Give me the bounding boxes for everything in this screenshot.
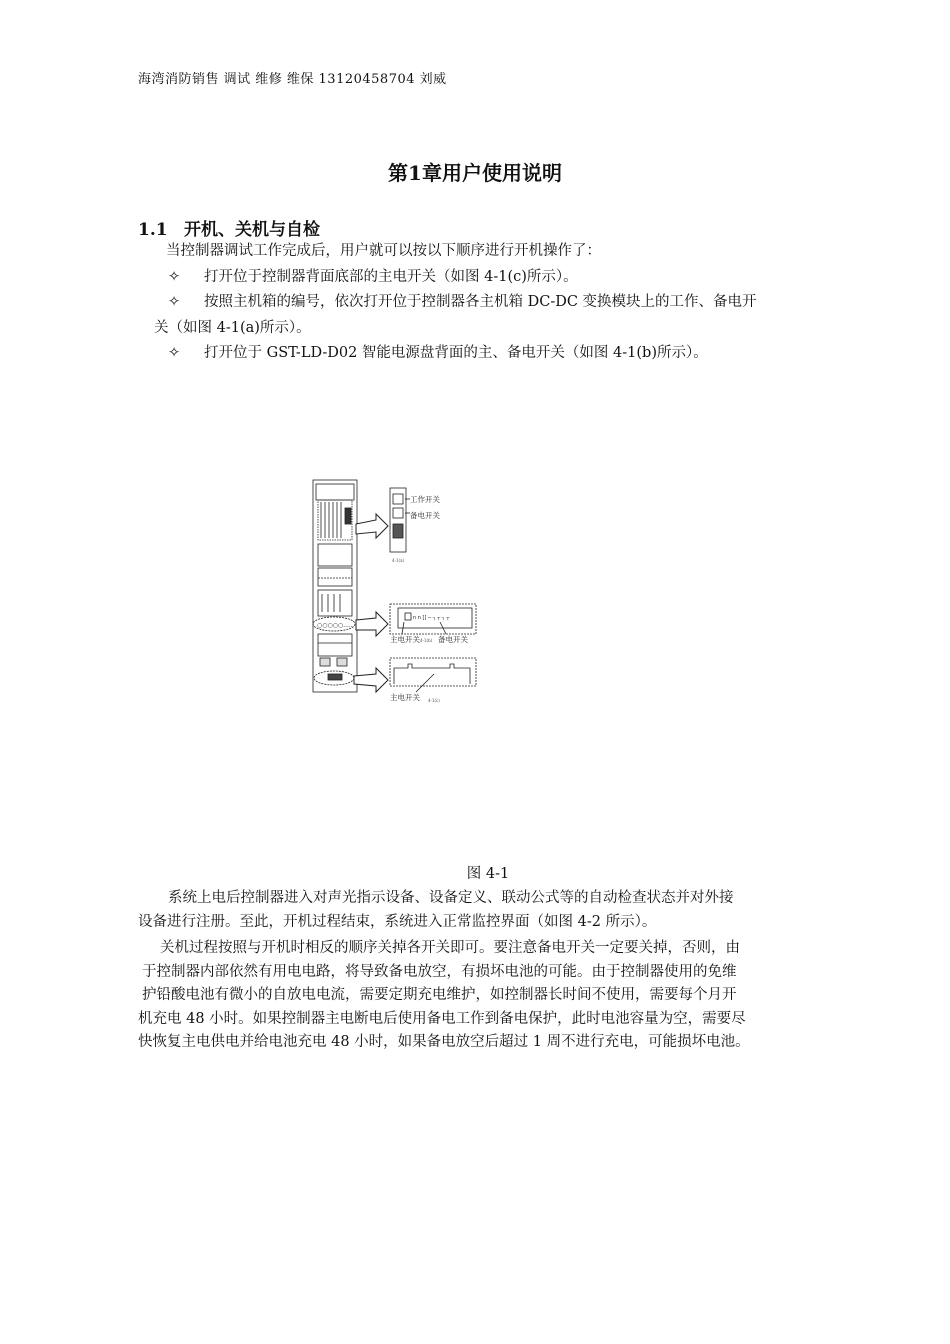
section-title: 开机、关机与自检 — [184, 220, 320, 240]
paragraph-line: 设备进行注册。至此，开机过程结束，系统进入正常监控界面（如图 4-2 所示）。 — [138, 913, 657, 930]
paragraph-line: 系统上电后控制器进入对声光指示设备、设备定义、联动公式等的自动检查状态并对外接 — [168, 890, 734, 906]
section-number: 1.1 — [138, 220, 168, 240]
figure-4-1 — [312, 478, 478, 704]
label-main-switch-c: 主电开关 — [390, 693, 420, 702]
svg-text:n n [] ─ ┐ ┬ ┐ ┬: n n [] ─ ┐ ┬ ┐ ┬ — [413, 615, 450, 621]
label-backup-switch-a: 备电开关 — [410, 511, 440, 520]
tag-4-1b: 4-1(b) — [420, 638, 433, 643]
callout-arrows — [354, 514, 388, 692]
bullet-text: 打开位于 GST-LD-D02 智能电源盘背面的主、备电开关（如图 4-1(b)所示）。 — [204, 345, 708, 361]
tag-4-1c: 4-1(c) — [428, 698, 440, 703]
label-main-switch-b: 主电开关 — [390, 635, 420, 644]
bullet-symbol: ✧ — [168, 345, 181, 361]
paragraph-line: 护铅酸电池有微小的自放电电流，需要定期充电维护，如控制器长时间不使用，需要每个月开 — [142, 987, 737, 1003]
page-header: 海湾消防销售 调试 维修 维保 13120458704 刘威 — [138, 72, 447, 87]
detail-c — [390, 658, 476, 692]
detail-b — [390, 604, 476, 634]
label-backup-switch-b: 备电开关 — [438, 635, 468, 644]
section-heading — [138, 215, 320, 240]
bullet-symbol: ✧ — [168, 294, 181, 310]
tag-4-1a: 4-1(a) — [392, 558, 405, 563]
paragraph-line: 快恢复主电供电并给电池充电 48 小时，如果备电放空后超过 1 周不进行充电，可能损坏电池。 — [138, 1034, 750, 1050]
bullet-symbol: ✧ — [168, 269, 181, 285]
paragraph-line: 于控制器内部依然有用电电路，将导致备电放空，有损坏电池的可能。由于控制器使用的免维 — [142, 963, 737, 980]
bullet-text: 打开位于控制器背面底部的主电开关（如图 4-1(c)所示）。 — [204, 269, 578, 285]
bullet-text-continued: 关（如图 4-1(a)所示）。 — [154, 320, 311, 336]
paragraph-line: 关机过程按照与开机时相反的顺序关掉各开关即可。要注意备电开关一定要关掉，否则，由 — [160, 940, 740, 956]
intro-text: 当控制器调试工作完成后，用户就可以按以下顺序进行开机操作了： — [166, 243, 601, 259]
chapter-title: 第1章用户使用说明 — [388, 161, 562, 185]
cabinet-drawing — [313, 480, 357, 692]
paragraph-1 — [138, 887, 838, 934]
paragraph-line: 机充电 48 小时。如果控制器主电断电后使用备电工作到备电保护，此时电池容量为空，需要尽 — [138, 1010, 746, 1027]
bullet-item — [168, 290, 757, 311]
bullet-text: 按照主机箱的编号，依次打开位于控制器各主机箱 DC-DC 变换模块上的工作、备电开 — [204, 294, 757, 310]
figure-caption: 图 4-1 — [466, 866, 510, 882]
label-work-switch: 工作开关 — [410, 495, 440, 504]
detail-a — [390, 488, 410, 552]
bullet-item — [168, 341, 708, 362]
svg-text:○○○○○.....: ○○○○○..... — [317, 622, 353, 629]
bullet-item — [168, 265, 578, 286]
paragraph-2 — [138, 937, 838, 1055]
